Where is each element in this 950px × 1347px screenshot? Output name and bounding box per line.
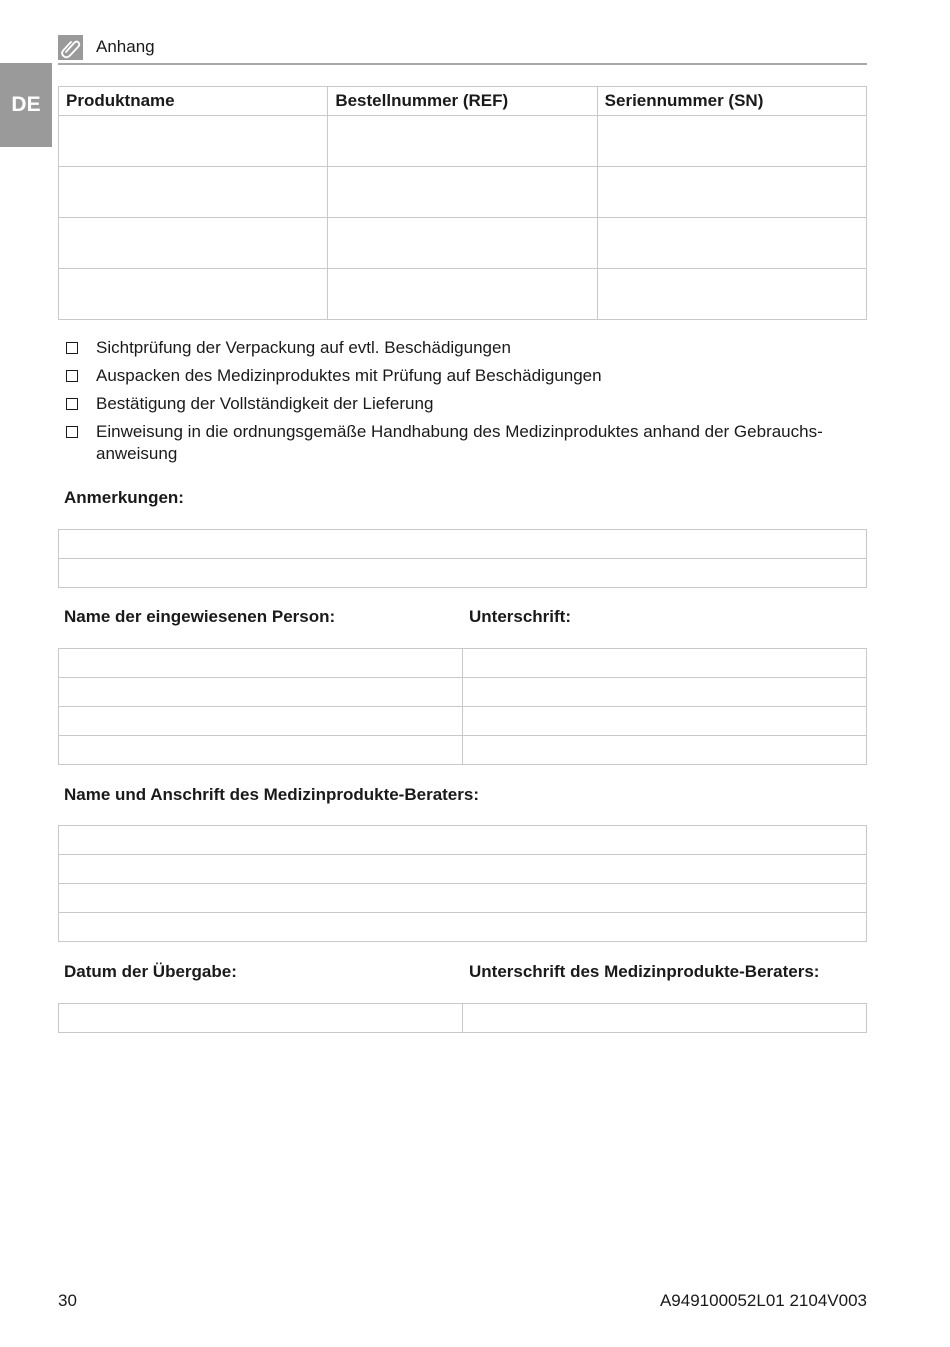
table-row (59, 218, 867, 269)
signature-label: Unterschrift: (469, 607, 572, 626)
signature-field[interactable] (463, 736, 867, 765)
handover-date-field[interactable] (59, 1004, 463, 1033)
person-name-field[interactable] (59, 736, 463, 765)
remarks-line (59, 530, 867, 559)
product-name-cell[interactable] (59, 269, 328, 320)
person-signature-box (58, 648, 867, 765)
signature-field[interactable] (463, 707, 867, 736)
serial-number-cell[interactable] (597, 269, 866, 320)
person-name-field[interactable] (59, 707, 463, 736)
table-row (59, 269, 867, 320)
consultant-field[interactable] (59, 826, 867, 855)
consultant-field[interactable] (59, 913, 867, 942)
order-number-cell[interactable] (328, 269, 597, 320)
person-name-field[interactable] (59, 649, 463, 678)
consultant-line (59, 826, 867, 855)
consultant-field[interactable] (59, 855, 867, 884)
checklist-item-label: Auspacken des Medizinproduktes mit Prüfung auf Beschädigungen (96, 366, 602, 385)
checklist-item-label: Sichtprüfung der Verpackung auf evtl. Beschädigungen (96, 338, 511, 357)
handover-box (58, 1003, 867, 1033)
checklist-item (66, 421, 866, 465)
product-name-cell[interactable] (59, 218, 328, 269)
language-tab: DE (0, 63, 52, 147)
consultant-line (59, 855, 867, 884)
checklist-item-label: Einweisung in die ordnungsgemäße Handhabung des Medizinproduktes anhand der Gebrauchs-anweisung (96, 422, 823, 463)
checklist (66, 337, 866, 471)
person-name-label: Name der eingewiesenen Person: (64, 607, 336, 626)
checkbox[interactable] (66, 398, 78, 410)
checkbox[interactable] (66, 370, 78, 382)
consultant-label: Name und Anschrift des Medizinprodukte-Beraters: (64, 785, 479, 804)
order-number-cell[interactable] (328, 116, 597, 167)
order-number-cell[interactable] (328, 218, 597, 269)
consultant-signature-field[interactable] (463, 1004, 867, 1033)
consultant-box (58, 825, 867, 942)
checklist-item (66, 365, 866, 387)
checkbox[interactable] (66, 426, 78, 438)
remarks-line (59, 559, 867, 588)
serial-number-cell[interactable] (597, 116, 866, 167)
serial-number-cell[interactable] (597, 218, 866, 269)
section-title: Anhang (96, 37, 155, 56)
signature-field[interactable] (463, 649, 867, 678)
consultant-line (59, 913, 867, 942)
column-header-order-number: Bestellnummer (REF) (328, 87, 597, 116)
checklist-item (66, 337, 866, 359)
consultant-signature-label: Unterschrift des Medizinprodukte-Beraters: (469, 962, 820, 981)
consultant-line (59, 884, 867, 913)
page-number: 30 (58, 1291, 77, 1310)
checkbox[interactable] (66, 342, 78, 354)
product-table (58, 86, 867, 320)
document-code: A949100052L01 2104V003 (659, 1291, 867, 1310)
signature-field[interactable] (463, 678, 867, 707)
table-row (59, 678, 867, 707)
column-header-product-name: Produktname (59, 87, 328, 116)
paperclip-icon (58, 35, 83, 60)
table-row (59, 167, 867, 218)
table-row (59, 707, 867, 736)
consultant-field[interactable] (59, 884, 867, 913)
column-header-serial-number: Seriennummer (SN) (597, 87, 866, 116)
order-number-cell[interactable] (328, 167, 597, 218)
product-name-cell[interactable] (59, 116, 328, 167)
serial-number-cell[interactable] (597, 167, 866, 218)
checklist-item (66, 393, 866, 415)
remarks-label: Anmerkungen: (64, 488, 184, 507)
table-row (59, 1004, 867, 1033)
product-name-cell[interactable] (59, 167, 328, 218)
remarks-field[interactable] (59, 559, 867, 588)
person-name-field[interactable] (59, 678, 463, 707)
table-row (59, 736, 867, 765)
header-divider (58, 63, 867, 65)
checklist-item-label: Bestätigung der Vollständigkeit der Lieferung (96, 394, 434, 413)
table-row (59, 649, 867, 678)
handover-date-label: Datum der Übergabe: (64, 962, 237, 981)
remarks-field[interactable] (59, 530, 867, 559)
table-row (59, 116, 867, 167)
remarks-box (58, 529, 867, 588)
